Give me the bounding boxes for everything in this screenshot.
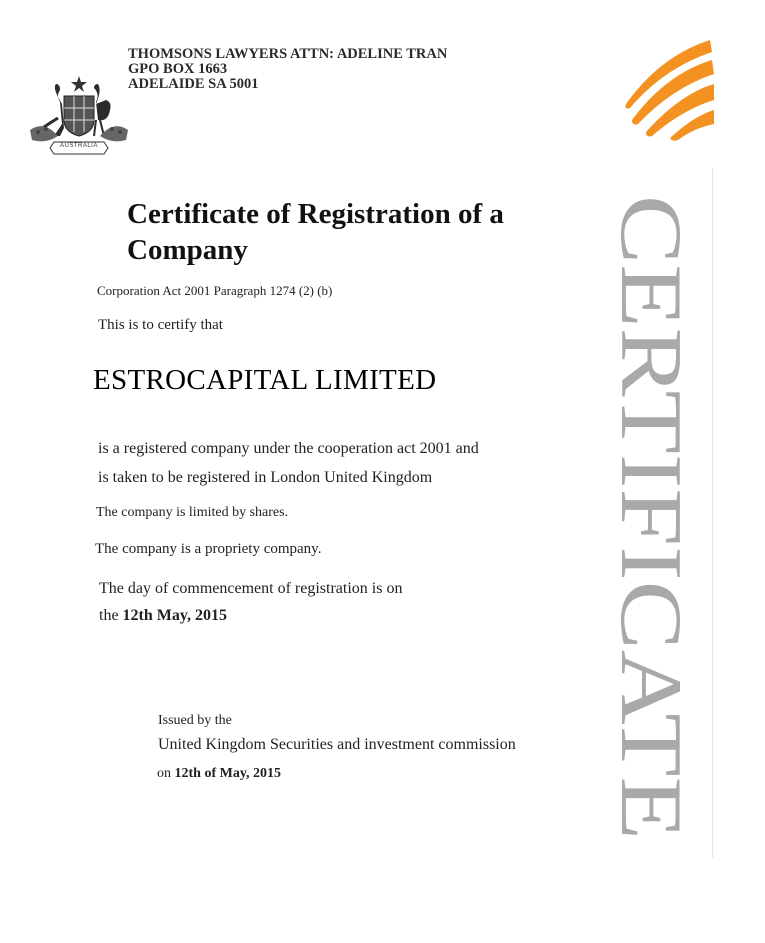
address-line-1: THOMSONS LAWYERS ATTN: ADELINE TRAN: [128, 46, 448, 62]
vertical-certificate-banner: [602, 195, 702, 845]
issuer-name: United Kingdom Securities and investment commission: [158, 736, 516, 753]
address-line-3: ADELAIDE SA 5001: [128, 76, 259, 92]
limited-by-shares: The company is limited by shares.: [96, 505, 289, 520]
right-border-rule: [712, 168, 713, 858]
page-title: Certificate of Registration of a Company: [127, 198, 504, 266]
issued-by-label: Issued by the: [158, 713, 232, 728]
vertical-certificate-text: CERTIFICATE: [602, 195, 699, 743]
company-name: ESTROCAPITAL LIMITED: [93, 364, 437, 396]
issued-on-prefix: on: [157, 766, 171, 781]
act-reference: Corporation Act 2001 Paragraph 1274 (2) (b): [97, 283, 333, 298]
commencement-prefix: the: [99, 607, 119, 624]
issued-on-line: [157, 766, 281, 782]
commencement-date: 12th May, 2015: [122, 607, 227, 624]
address-line-2: GPO BOX 1663: [128, 61, 228, 77]
certify-intro: This is to certify that: [98, 317, 223, 333]
swoosh-logo: [620, 38, 716, 142]
registration-line-2: is taken to be registered in London United Kingdom: [98, 469, 433, 486]
commencement-line: [99, 607, 227, 625]
propriety-statement: The company is a propriety company.: [95, 541, 322, 557]
registration-line-1: is a registered company under the cooperation act 2001 and: [98, 440, 479, 457]
issued-on-date: 12th of May, 2015: [174, 766, 282, 781]
coat-of-arms-emblem: [24, 74, 134, 158]
swoosh-logo-icon: [620, 38, 716, 142]
emblem-scroll-text: AUSTRALIA: [60, 143, 98, 149]
commencement-intro: The day of commencement of registration is on: [99, 580, 403, 597]
